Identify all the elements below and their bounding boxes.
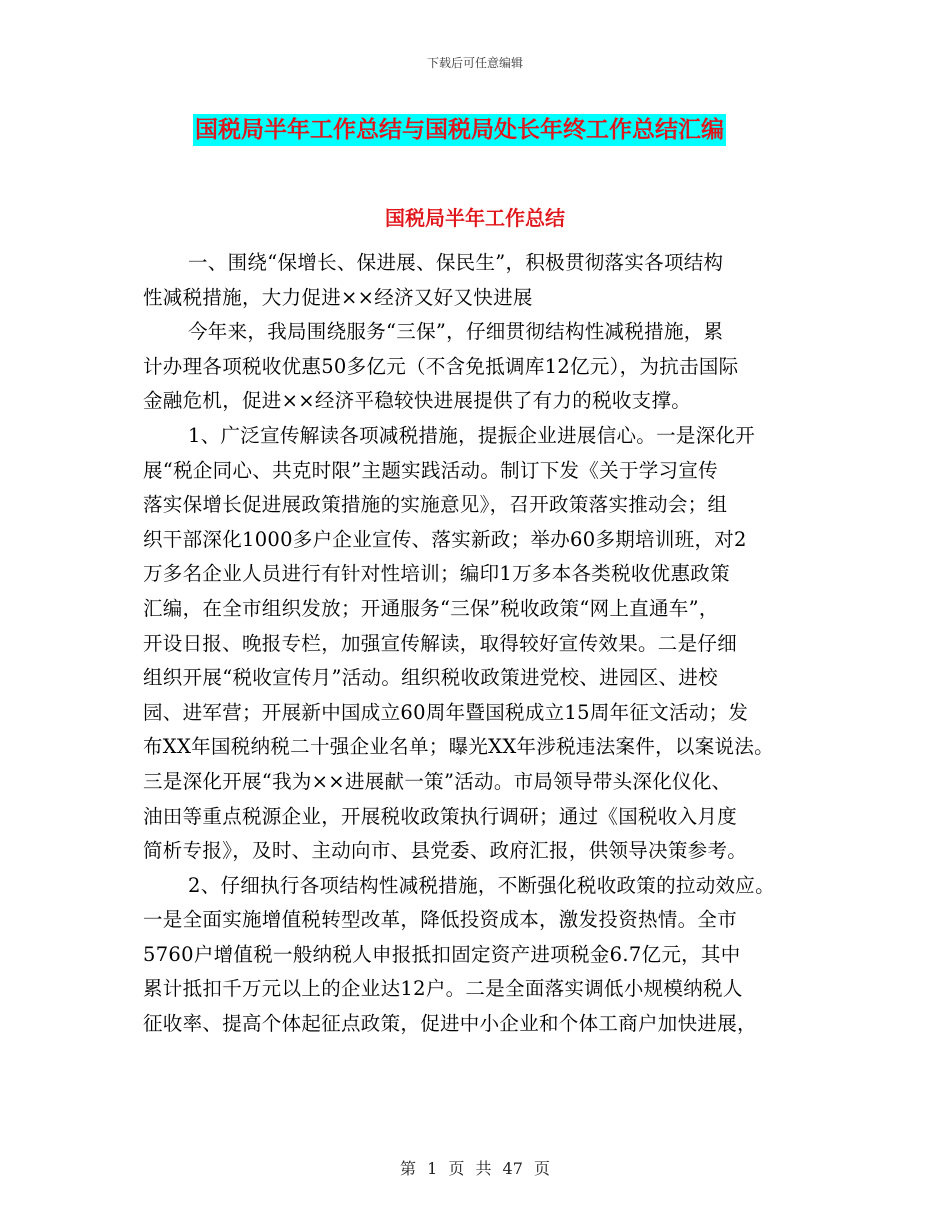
paragraph-line: 2、仔细执行各项结构性减税措施，不断强化税收政策的拉动效应。: [188, 873, 775, 897]
paragraph-line: 万多名企业人员进行有针对性培训；编印1万多本各类税收优惠政策: [143, 562, 730, 586]
paragraph-line: 园、进军营；开展新中国成立60周年暨国税成立15周年征文活动；发: [143, 700, 749, 724]
body-text: [143, 246, 833, 1042]
paragraph-line: 油田等重点税源企业，开展税收政策执行调研；通过《国税收入月度: [143, 804, 738, 828]
document-title: 国税局半年工作总结与国税局处长年终工作总结汇编: [193, 114, 726, 146]
paragraph-line: 累计抵扣千万元以上的企业达12户。二是全面落实调低小规模纳税人: [143, 977, 743, 1001]
paragraph-line: 布XX年国税纳税二十强企业名单；曝光XX年涉税违法案件，以案说法。: [143, 735, 774, 759]
paragraph-line: 征收率、提高个体起征点政策，促进中小企业和个体工商户加快进展，: [143, 1012, 757, 1036]
paragraph-line: 计办理各项税收优惠50多亿元（不含免抵调库12亿元），为抗击国际: [143, 354, 739, 378]
paragraph-line: 落实保增长促进展政策措施的实施意见》，召开政策落实推动会；组: [143, 493, 728, 517]
paragraph-line: 开设日报、晚报专栏，加强宣传解读，取得较好宣传效果。二是仔细: [143, 631, 738, 655]
paragraph-line: 金融危机，促进××经济平稳较快进展提供了有力的税收支撑。: [143, 389, 692, 413]
paragraph-line: 汇编，在全市组织发放；开通服务“三保”税收政策“网上直通车”，: [143, 596, 719, 620]
paragraph-line: 性减税措施，大力促进××经济又好又快进展: [143, 285, 533, 309]
paragraph-line: 一、围绕“保增长、保进展、保民生”，积极贯彻落实各项结构: [188, 251, 724, 274]
paragraph-line: 三是深化开展“我为××进展献一策”活动。市局领导带头深化仪化、: [143, 769, 732, 793]
paragraph-line: 展“税企同心、共克时限”主题实践活动。制订下发《关于学习宣传: [143, 458, 718, 482]
section-title: 国税局半年工作总结: [385, 206, 565, 230]
paragraph-line: 今年来，我局围绕服务“三保”，仔细贯彻结构性减税措施，累: [188, 320, 724, 344]
header-note: 下载后可任意编辑: [426, 56, 523, 70]
paragraph-line: 织干部深化1000多户企业宣传、落实新政；举办60多期培训班，对2: [143, 527, 747, 551]
paragraph-line: 简析专报》，及时、主动向市、县党委、政府汇报，供领导决策参考。: [143, 839, 748, 863]
paragraph-line: 5760户增值税一般纳税人申报抵扣固定资产进项税金6.7亿元，其中: [143, 942, 741, 966]
page-number-footer: 第 1 页 共 47 页: [400, 1159, 550, 1178]
paragraph-line: 组织开展“税收宣传月”活动。组织税收政策进党校、进园区、进校: [143, 666, 718, 690]
paragraph-line: 1、广泛宣传解读各项减税措施，提振企业进展信心。一是深化开: [188, 423, 756, 447]
paragraph-line: 一是全面实施增值税转型改革，降低投资成本，激发投资热情。全市: [143, 908, 738, 932]
